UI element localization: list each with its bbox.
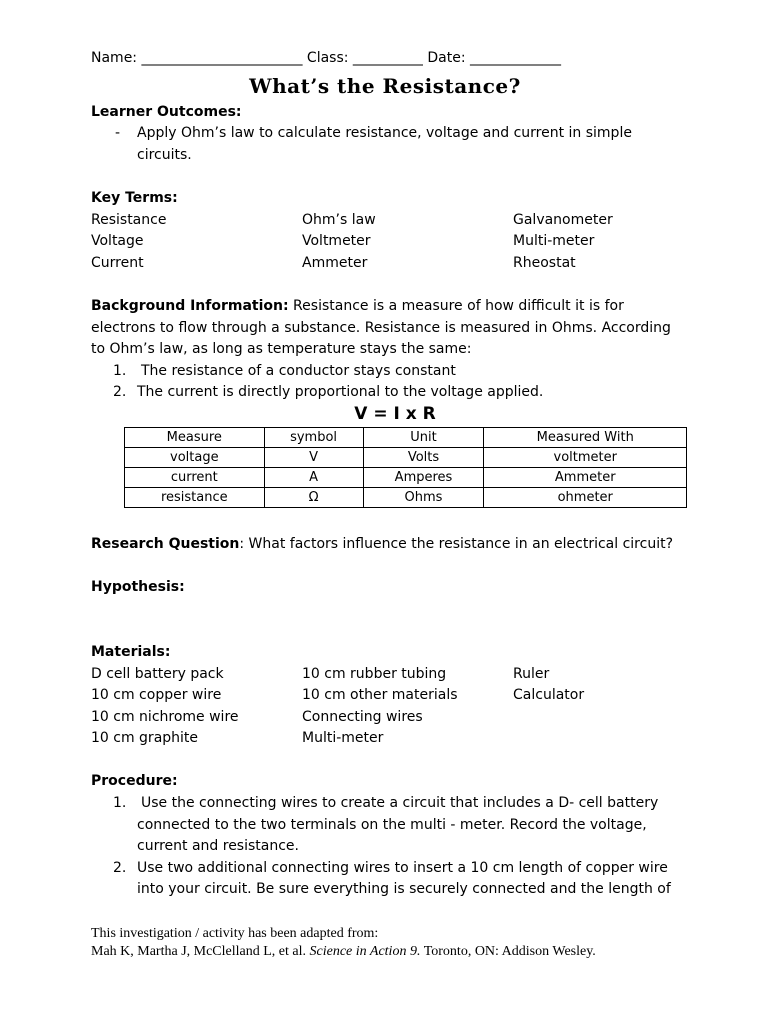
table-cell: Ohms: [363, 488, 484, 508]
ohms-law-formula: V = I x R: [354, 404, 436, 424]
table-cell: ohmeter: [484, 488, 687, 508]
page-title: What’s the Resistance?: [249, 74, 521, 98]
research-heading: Research Question: [91, 536, 240, 552]
citation-title: Science in Action 9.: [309, 944, 421, 959]
background-item-text: The resistance of a conductor stays constant: [141, 363, 456, 379]
research-question: [91, 536, 673, 552]
key-term: Voltage: [91, 233, 144, 249]
background-line-1: [91, 298, 624, 314]
table-cell: Ω: [264, 488, 363, 508]
material-item: Ruler: [513, 666, 550, 682]
learner-outcomes-heading: Learner Outcomes:: [91, 104, 242, 120]
material-item: 10 cm nichrome wire: [91, 709, 239, 725]
key-term: Galvanometer: [513, 212, 613, 228]
outcome-dash: -: [115, 125, 121, 141]
table-cell: voltage: [125, 448, 265, 468]
citation-authors: Mah K, Martha J, McClelland L, et al.: [91, 944, 310, 959]
table-cell: Amperes: [363, 468, 484, 488]
table-cell: V: [264, 448, 363, 468]
material-item: Calculator: [513, 687, 585, 703]
key-term: Resistance: [91, 212, 167, 228]
material-item: 10 cm copper wire: [91, 687, 222, 703]
key-term: Voltmeter: [302, 233, 371, 249]
procedure-step-number: 2.: [113, 860, 127, 876]
key-term: Ohm’s law: [302, 212, 376, 228]
background-text: Resistance is a measure of how difficult it is for: [288, 298, 624, 314]
table-header: Unit: [363, 428, 484, 448]
material-item: Connecting wires: [302, 709, 423, 725]
procedure-step-number: 1.: [113, 795, 127, 811]
table-cell: current: [125, 468, 265, 488]
procedure-step-line: Use two additional connecting wires to insert a 10 cm length of copper wire: [137, 860, 668, 876]
name-class-date-line: Name: _______________________ Class: __________ Date: _____________: [91, 50, 561, 66]
outcome-line-2: circuits.: [137, 147, 192, 163]
procedure-step-line: current and resistance.: [137, 838, 299, 854]
key-term: Ammeter: [302, 255, 368, 271]
procedure-step-line: connected to the two terminals on the multi - meter. Record the voltage,: [137, 817, 647, 833]
footer-line-1: This investigation / activity has been adapted from:: [91, 926, 379, 941]
key-terms-heading: Key Terms:: [91, 190, 178, 206]
materials-heading: Materials:: [91, 644, 171, 660]
table-row: [125, 488, 687, 508]
table-header: Measured With: [484, 428, 687, 448]
table-cell: voltmeter: [484, 448, 687, 468]
table-header: Measure: [125, 428, 265, 448]
background-line-2: electrons to flow through a substance. Resistance is measured in Ohms. According: [91, 320, 671, 336]
background-item-number: 2.: [113, 384, 127, 400]
procedure-heading: Procedure:: [91, 773, 178, 789]
table-header-row: [125, 428, 687, 448]
measures-table: [124, 427, 687, 508]
material-item: 10 cm graphite: [91, 730, 199, 746]
material-item: Multi-meter: [302, 730, 384, 746]
outcome-line-1: Apply Ohm’s law to calculate resistance, voltage and current in simple: [137, 125, 632, 141]
citation-publisher: Toronto, ON: Addison Wesley.: [420, 944, 596, 959]
key-term: Multi-meter: [513, 233, 595, 249]
background-line-3: to Ohm’s law, as long as temperature stays the same:: [91, 341, 472, 357]
table-row: [125, 448, 687, 468]
key-term: Current: [91, 255, 144, 271]
procedure-step-line: Use the connecting wires to create a circuit that includes a D- cell battery: [141, 795, 659, 811]
research-text: : What factors influence the resistance in an electrical circuit?: [239, 536, 673, 552]
footer-citation: [91, 944, 596, 960]
table-cell: resistance: [125, 488, 265, 508]
table-cell: A: [264, 468, 363, 488]
table-cell: Volts: [363, 448, 484, 468]
background-heading: Background Information:: [91, 298, 289, 314]
key-term: Rheostat: [513, 255, 576, 271]
background-item-text: The current is directly proportional to the voltage applied.: [137, 384, 544, 400]
material-item: D cell battery pack: [91, 666, 224, 682]
procedure-step-line: into your circuit. Be sure everything is securely connected and the length of: [137, 881, 671, 897]
material-item: 10 cm rubber tubing: [302, 666, 447, 682]
table-row: [125, 468, 687, 488]
hypothesis-heading: Hypothesis:: [91, 579, 185, 595]
material-item: 10 cm other materials: [302, 687, 458, 703]
background-item-number: 1.: [113, 363, 127, 379]
table-header: symbol: [264, 428, 363, 448]
table-cell: Ammeter: [484, 468, 687, 488]
